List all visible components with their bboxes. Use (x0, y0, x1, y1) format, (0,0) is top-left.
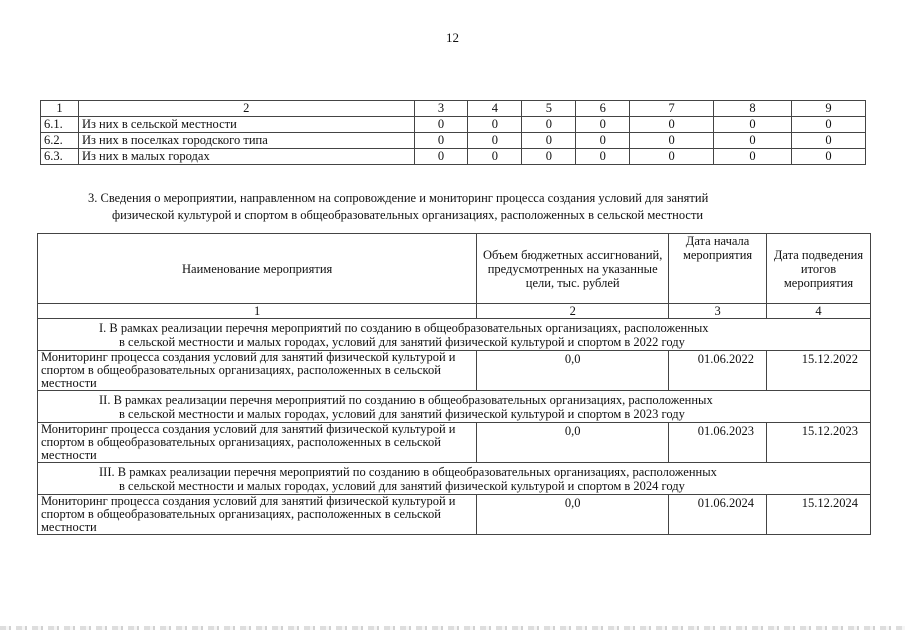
header-start-date: Дата начала мероприятия (669, 234, 767, 304)
section-title (38, 319, 871, 351)
value-cell: 0 (630, 133, 714, 149)
row-number: 6.3. (41, 149, 79, 165)
value-cell: 0 (791, 117, 865, 133)
header-cell: 7 (630, 101, 714, 117)
row-name: Из них в малых городах (78, 149, 414, 165)
events-table (37, 233, 871, 535)
value-cell: 0 (522, 133, 576, 149)
budget-value: 0,0 (477, 423, 669, 463)
section-row (38, 391, 871, 423)
row-number: 6.1. (41, 117, 79, 133)
section-row (38, 463, 871, 495)
section-title-line: III. В рамках реализации перечня мероприятий по созданию в общеобразовательных организациях, расположенных (99, 465, 717, 479)
end-date: 15.12.2023 (767, 423, 871, 463)
row-name: Из них в поселках городского типа (78, 133, 414, 149)
section-title-line: в сельской местности и малых городах, условий для занятий физической культурой и спортом в 2023 году (119, 407, 685, 421)
page-number: 12 (446, 30, 459, 45)
table-row (38, 495, 871, 535)
budget-value: 0,0 (477, 351, 669, 391)
value-cell: 0 (468, 149, 522, 165)
value-cell: 0 (576, 133, 630, 149)
table-header-row (38, 234, 871, 304)
value-cell: 0 (576, 117, 630, 133)
event-name: Мониторинг процесса создания условий для занятий физической культурой и спортом в общеобразовательных организациях, расположенных в сельской местности (38, 423, 477, 463)
value-cell: 0 (791, 149, 865, 165)
start-date: 01.06.2022 (669, 351, 767, 391)
section-title-line: I. В рамках реализации перечня мероприятий по созданию в общеобразовательных организациях, расположенных (99, 321, 709, 335)
header-cell: 3 (414, 101, 468, 117)
value-cell: 0 (468, 133, 522, 149)
start-date: 01.06.2023 (669, 423, 767, 463)
section-title-line: в сельской местности и малых городах, условий для занятий физической культурой и спортом в 2024 году (119, 479, 685, 493)
value-cell: 0 (791, 133, 865, 149)
scan-edge-artifact (0, 626, 905, 630)
row-number: 6.2. (41, 133, 79, 149)
indicators-table (40, 100, 866, 165)
value-cell: 0 (468, 117, 522, 133)
table-row (41, 133, 866, 149)
index-cell: 2 (477, 304, 669, 319)
section-title-line: II. В рамках реализации перечня мероприятий по созданию в общеобразовательных организациях, расположенных (99, 393, 713, 407)
table-row (41, 117, 866, 133)
section-heading-line: 3. Сведения о мероприятии, направленном на сопровождение и мониторинг процесса создания условий для занятий (88, 191, 709, 205)
start-date: 01.06.2024 (669, 495, 767, 535)
table-row (41, 149, 866, 165)
header-cell: 2 (78, 101, 414, 117)
index-cell: 1 (38, 304, 477, 319)
row-name: Из них в сельской местности (78, 117, 414, 133)
index-cell: 3 (669, 304, 767, 319)
header-cell: 6 (576, 101, 630, 117)
end-date: 15.12.2024 (767, 495, 871, 535)
header-cell: 8 (714, 101, 792, 117)
end-date: 15.12.2022 (767, 351, 871, 391)
value-cell: 0 (630, 149, 714, 165)
value-cell: 0 (414, 149, 468, 165)
value-cell: 0 (630, 117, 714, 133)
value-cell: 0 (414, 117, 468, 133)
section-title (38, 463, 871, 495)
table-row (38, 423, 871, 463)
index-row (38, 304, 871, 319)
header-budget: Объем бюджетных ассигнований, предусмотренных на указанные цели, тыс. рублей (477, 234, 669, 304)
value-cell: 0 (576, 149, 630, 165)
section-row (38, 319, 871, 351)
value-cell: 0 (522, 149, 576, 165)
table-row (38, 351, 871, 391)
value-cell: 0 (522, 117, 576, 133)
header-cell: 9 (791, 101, 865, 117)
header-cell: 1 (41, 101, 79, 117)
value-cell: 0 (714, 117, 792, 133)
section-heading (70, 190, 860, 224)
header-cell: 4 (468, 101, 522, 117)
section-title (38, 391, 871, 423)
event-name: Мониторинг процесса создания условий для занятий физической культурой и спортом в общеобразовательных организациях, расположенных в сельской местности (38, 351, 477, 391)
header-end-date: Дата подведения итогов мероприятия (767, 234, 871, 304)
budget-value: 0,0 (477, 495, 669, 535)
header-cell: 5 (522, 101, 576, 117)
section-title-line: в сельской местности и малых городах, условий для занятий физической культурой и спортом в 2022 году (119, 335, 685, 349)
value-cell: 0 (714, 133, 792, 149)
header-event-name: Наименование мероприятия (38, 234, 477, 304)
value-cell: 0 (414, 133, 468, 149)
table-header-row (41, 101, 866, 117)
event-name: Мониторинг процесса создания условий для занятий физической культурой и спортом в общеобразовательных организациях, расположенных в сельской местности (38, 495, 477, 535)
value-cell: 0 (714, 149, 792, 165)
index-cell: 4 (767, 304, 871, 319)
section-heading-line: физической культурой и спортом в общеобразовательных организациях, расположенных в сельской местности (112, 208, 704, 222)
